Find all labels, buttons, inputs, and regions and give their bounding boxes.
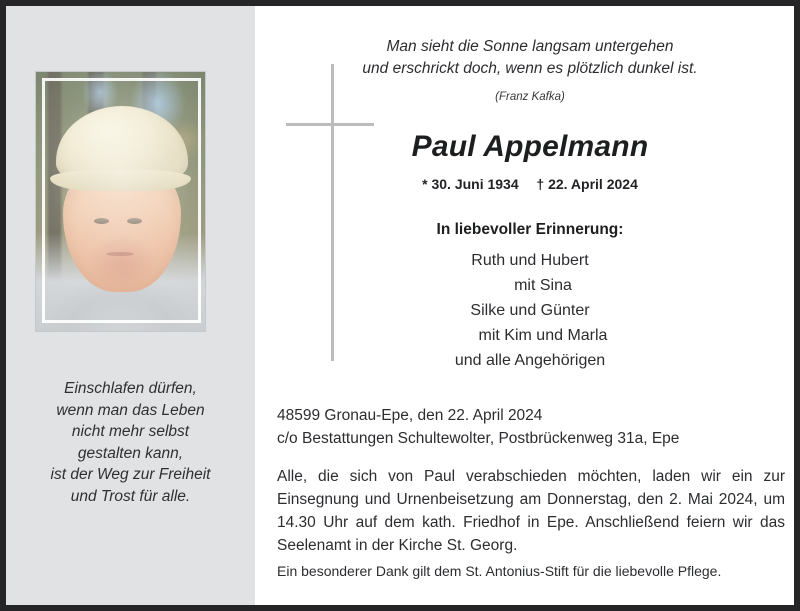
poem-line: Einschlafen dürfen,: [64, 380, 197, 397]
photo-eye-right: [127, 218, 142, 224]
birth-date: * 30. Juni 1934: [422, 176, 519, 192]
cross-icon-horizontal-bar: [286, 123, 374, 126]
portrait-photo: [36, 72, 205, 331]
memorial-quote: [295, 36, 765, 80]
sidebar-poem: [18, 378, 243, 507]
family-list: [295, 248, 765, 373]
quote-author: (Franz Kafka): [495, 91, 565, 103]
family-line: mit Sina: [514, 277, 572, 294]
photo-mouth: [106, 252, 134, 256]
thanks-text: Ein besonderer Dank gilt dem St. Antonius-Stift für die liebevolle Pflege.: [277, 563, 722, 579]
death-date: † 22. April 2024: [536, 176, 638, 192]
poem-line: wenn man das Leben: [56, 401, 205, 419]
family-line: Silke und Günter: [470, 302, 590, 319]
family-line: Ruth und Hubert: [471, 252, 589, 269]
memory-heading: In liebevoller Erinnerung:: [436, 221, 624, 238]
poem-line: nicht mehr selbst: [71, 423, 190, 440]
quote-line-1: Man sieht die Sonne langsam untergehen: [386, 38, 674, 55]
invitation-text: Alle, die sich von Paul verabschieden möchten, laden wir ein zur Einsegnung und Urnenbeisetzung am Donnerstag, den 2. Mai 2024, um 14.30 Uhr auf dem kath. Friedhof in Epe. Anschließend feiern wir das Seelenamt in der Kirche St. Georg.: [277, 468, 785, 554]
main-panel: [255, 6, 794, 605]
deceased-dates: [295, 176, 765, 192]
poem-line: gestalten kann,: [77, 444, 184, 462]
address-line-1: 48599 Gronau-Epe, den 22. April 2024: [277, 407, 543, 424]
photo-eye-left: [94, 218, 109, 224]
photo-cap-brim: [50, 170, 192, 191]
poem-line: ist der Weg zur Freiheit: [50, 466, 211, 483]
address-block: [277, 404, 785, 450]
poem-line: und Trost für alle.: [70, 487, 191, 505]
quote-line-2: und erschrickt doch, wenn es plötzlich dunkel ist.: [362, 60, 698, 77]
family-line: und alle Angehörigen: [454, 352, 606, 369]
family-line: mit Kim und Marla: [478, 327, 608, 344]
sidebar: [6, 6, 255, 605]
address-line-2: c/o Bestattungen Schultewolter, Postbrückenweg 31a, Epe: [277, 430, 680, 447]
deceased-name: Paul Appelmann: [411, 130, 649, 163]
